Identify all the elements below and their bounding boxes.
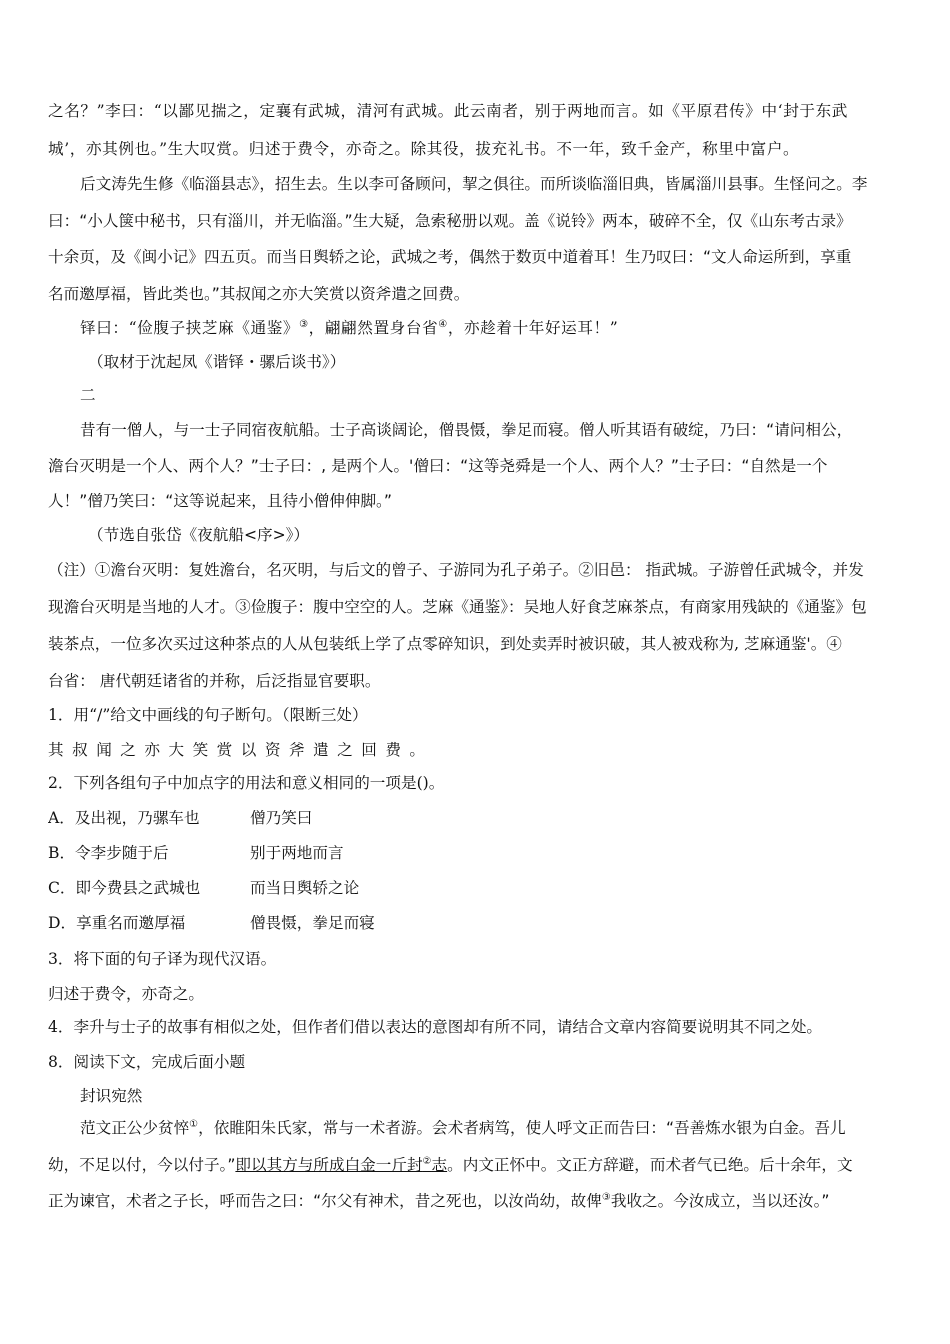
annotation-line: 装茶点，一位多次买过这种茶点的人从包装纸上学了点零碎知识，到处卖弄时被识破，其人被戏称为, 芝麻通鉴'。④ (48, 635, 842, 653)
option-c-right: 而当日舆轿之论 (250, 879, 360, 897)
question-3-sentence: 归述于费令，亦奇之。 (48, 985, 204, 1003)
footnote-mark: ③ (299, 318, 309, 330)
text-span: 。内文正怀中。文正方辞避，而术者气已绝。后十余年，文 (447, 1156, 853, 1174)
option-a-right: 僧乃笑曰 (250, 809, 313, 827)
option-a (48, 808, 908, 828)
underlined-sentence (235, 1156, 447, 1174)
section-number: 二 (80, 386, 96, 404)
question-1-sentence: 其叔闻之亦大笑赏以资斧遣之回费。 (48, 741, 434, 759)
text-span: ，翩翩然置身台省 (308, 319, 439, 337)
text-line (48, 1191, 908, 1211)
question-8: 8．阅读下文，完成后面小题 (48, 1053, 246, 1071)
text-span: ，依睢阳朱氏家，常与一术者游。会术者病笃，使人呼文正而告曰：“吾善炼水银为白金。吾儿 (198, 1119, 846, 1137)
question-2: 2．下列各组句子中加点字的用法和意义相同的一项是()。 (48, 774, 445, 792)
commentary-line (80, 318, 908, 338)
source-citation: （取材于沈起凤《谐铎・骡后谈书》） (88, 353, 346, 371)
text-line: 人！”僧乃笑曰：“这等说起来，且待小僧伸伸脚。” (48, 492, 392, 510)
option-c-left: C．即今费县之武城也 (48, 879, 201, 897)
passage-title: 封识宛然 (80, 1087, 143, 1105)
text-span: ，亦趁着十年好运耳！” (447, 319, 619, 337)
text-span: 我收之。今汝成立，当以还汝。” (610, 1192, 830, 1210)
text-line: 名而邀厚福，皆此类也。”其叔闻之亦大笑赏以资斧遣之回费。 (48, 285, 470, 303)
text-line: 澹台灭明是一个人、两个人？”士子曰：, 是两个人。'僧曰：“这等尧舜是一个人、两个人？”士子曰：“自然是一个 (48, 457, 828, 475)
text-span: 正为谏官，术者之子长，呼而告之曰：“尔父有神术，昔之死也，以汝尚幼，故俾 (48, 1192, 602, 1210)
text-span: 幼，不足以付，今以付子。” (48, 1156, 236, 1174)
text-line: 之名？”李曰：“以鄙见揣之，定襄有武城，清河有武城。此云南者，别于两地而言。如《平原君传》中‘封于东武 (48, 102, 849, 120)
source-citation: （节选自张岱《夜航船<序>》） (88, 526, 310, 544)
text-line: 后文涛先生修《临淄县志》，招生去。生以李可备顾问，挈之俱往。而所谈临淄旧典，皆属淄川县事。生怪问之。李 (80, 175, 868, 193)
text-line: 昔有一僧人，与一士子同宿夜航船。士子高谈阔论，僧畏慑，拳足而寝。僧人听其语有破绽，乃曰：“请问相公， (80, 421, 853, 439)
text-span: 铎曰：“俭腹子挟芝麻《通鉴》 (80, 319, 300, 337)
option-d-right: 僧畏慑，拳足而寝 (250, 914, 375, 932)
text-span: 志 (431, 1156, 448, 1174)
text-span: 即以其方与所成白金一斤封 (235, 1156, 423, 1174)
option-d (48, 913, 908, 933)
footnote-mark: ① (189, 1118, 199, 1130)
option-c (48, 878, 908, 898)
question-3: 3．将下面的句子译为现代汉语。 (48, 950, 277, 968)
text-line (48, 1155, 908, 1175)
text-line: 城’，亦其例也。”生大叹赏。归述于费令，亦奇之。除其役，拔充礼书。不一年，致千金产，称里中富户。 (48, 140, 800, 158)
option-d-left: D．享重名而邀厚福 (48, 914, 186, 932)
text-line: 曰：“小人箧中秘书，只有淄川，并无临淄。”生大疑，急索秘册以观。盖《说铃》两本，破碎不全，仅《山东考古录》 (48, 212, 852, 230)
option-b-right: 别于两地而言 (250, 844, 344, 862)
annotation-line: 台省： 唐代朝廷诸省的并称，后泛指显官要职。 (48, 672, 381, 690)
footnote-mark: ③ (601, 1191, 611, 1203)
question-4: 4．李升与士子的故事有相似之处，但作者们借以表达的意图却有所不同，请结合文章内容简要说明其不同之处。 (48, 1018, 823, 1036)
footnote-mark: ④ (438, 318, 448, 330)
footnote-mark: ② (422, 1155, 432, 1167)
question-1: 1．用“/”给文中画线的句子断句。（限断三处） (48, 706, 368, 724)
option-a-left: A．及出视，乃骡车也 (48, 809, 200, 827)
text-line: 十余页，及《闽小记》四五页。而当日舆轿之论，武城之考，偶然于数页中道着耳！生乃叹曰：“文人命运所到，享重 (48, 248, 852, 266)
text-line (80, 1118, 908, 1138)
option-b-left: B．令李步随于后 (48, 844, 169, 862)
annotation-line: 现澹台灭明是当地的人才。③俭腹子：腹中空空的人。芝麻《通鉴》：吴地人好食芝麻茶点，有商家用残缺的《通鉴》包 (48, 598, 867, 616)
text-span: 范文正公少贫悴 (80, 1119, 190, 1137)
option-b (48, 843, 908, 863)
annotation-line: （注）①澹台灭明：复姓澹台，名灭明，与后文的曾子、子游同为孔子弟子。②旧邑： 指武城。子游曾任武城令，并发 (48, 561, 864, 579)
